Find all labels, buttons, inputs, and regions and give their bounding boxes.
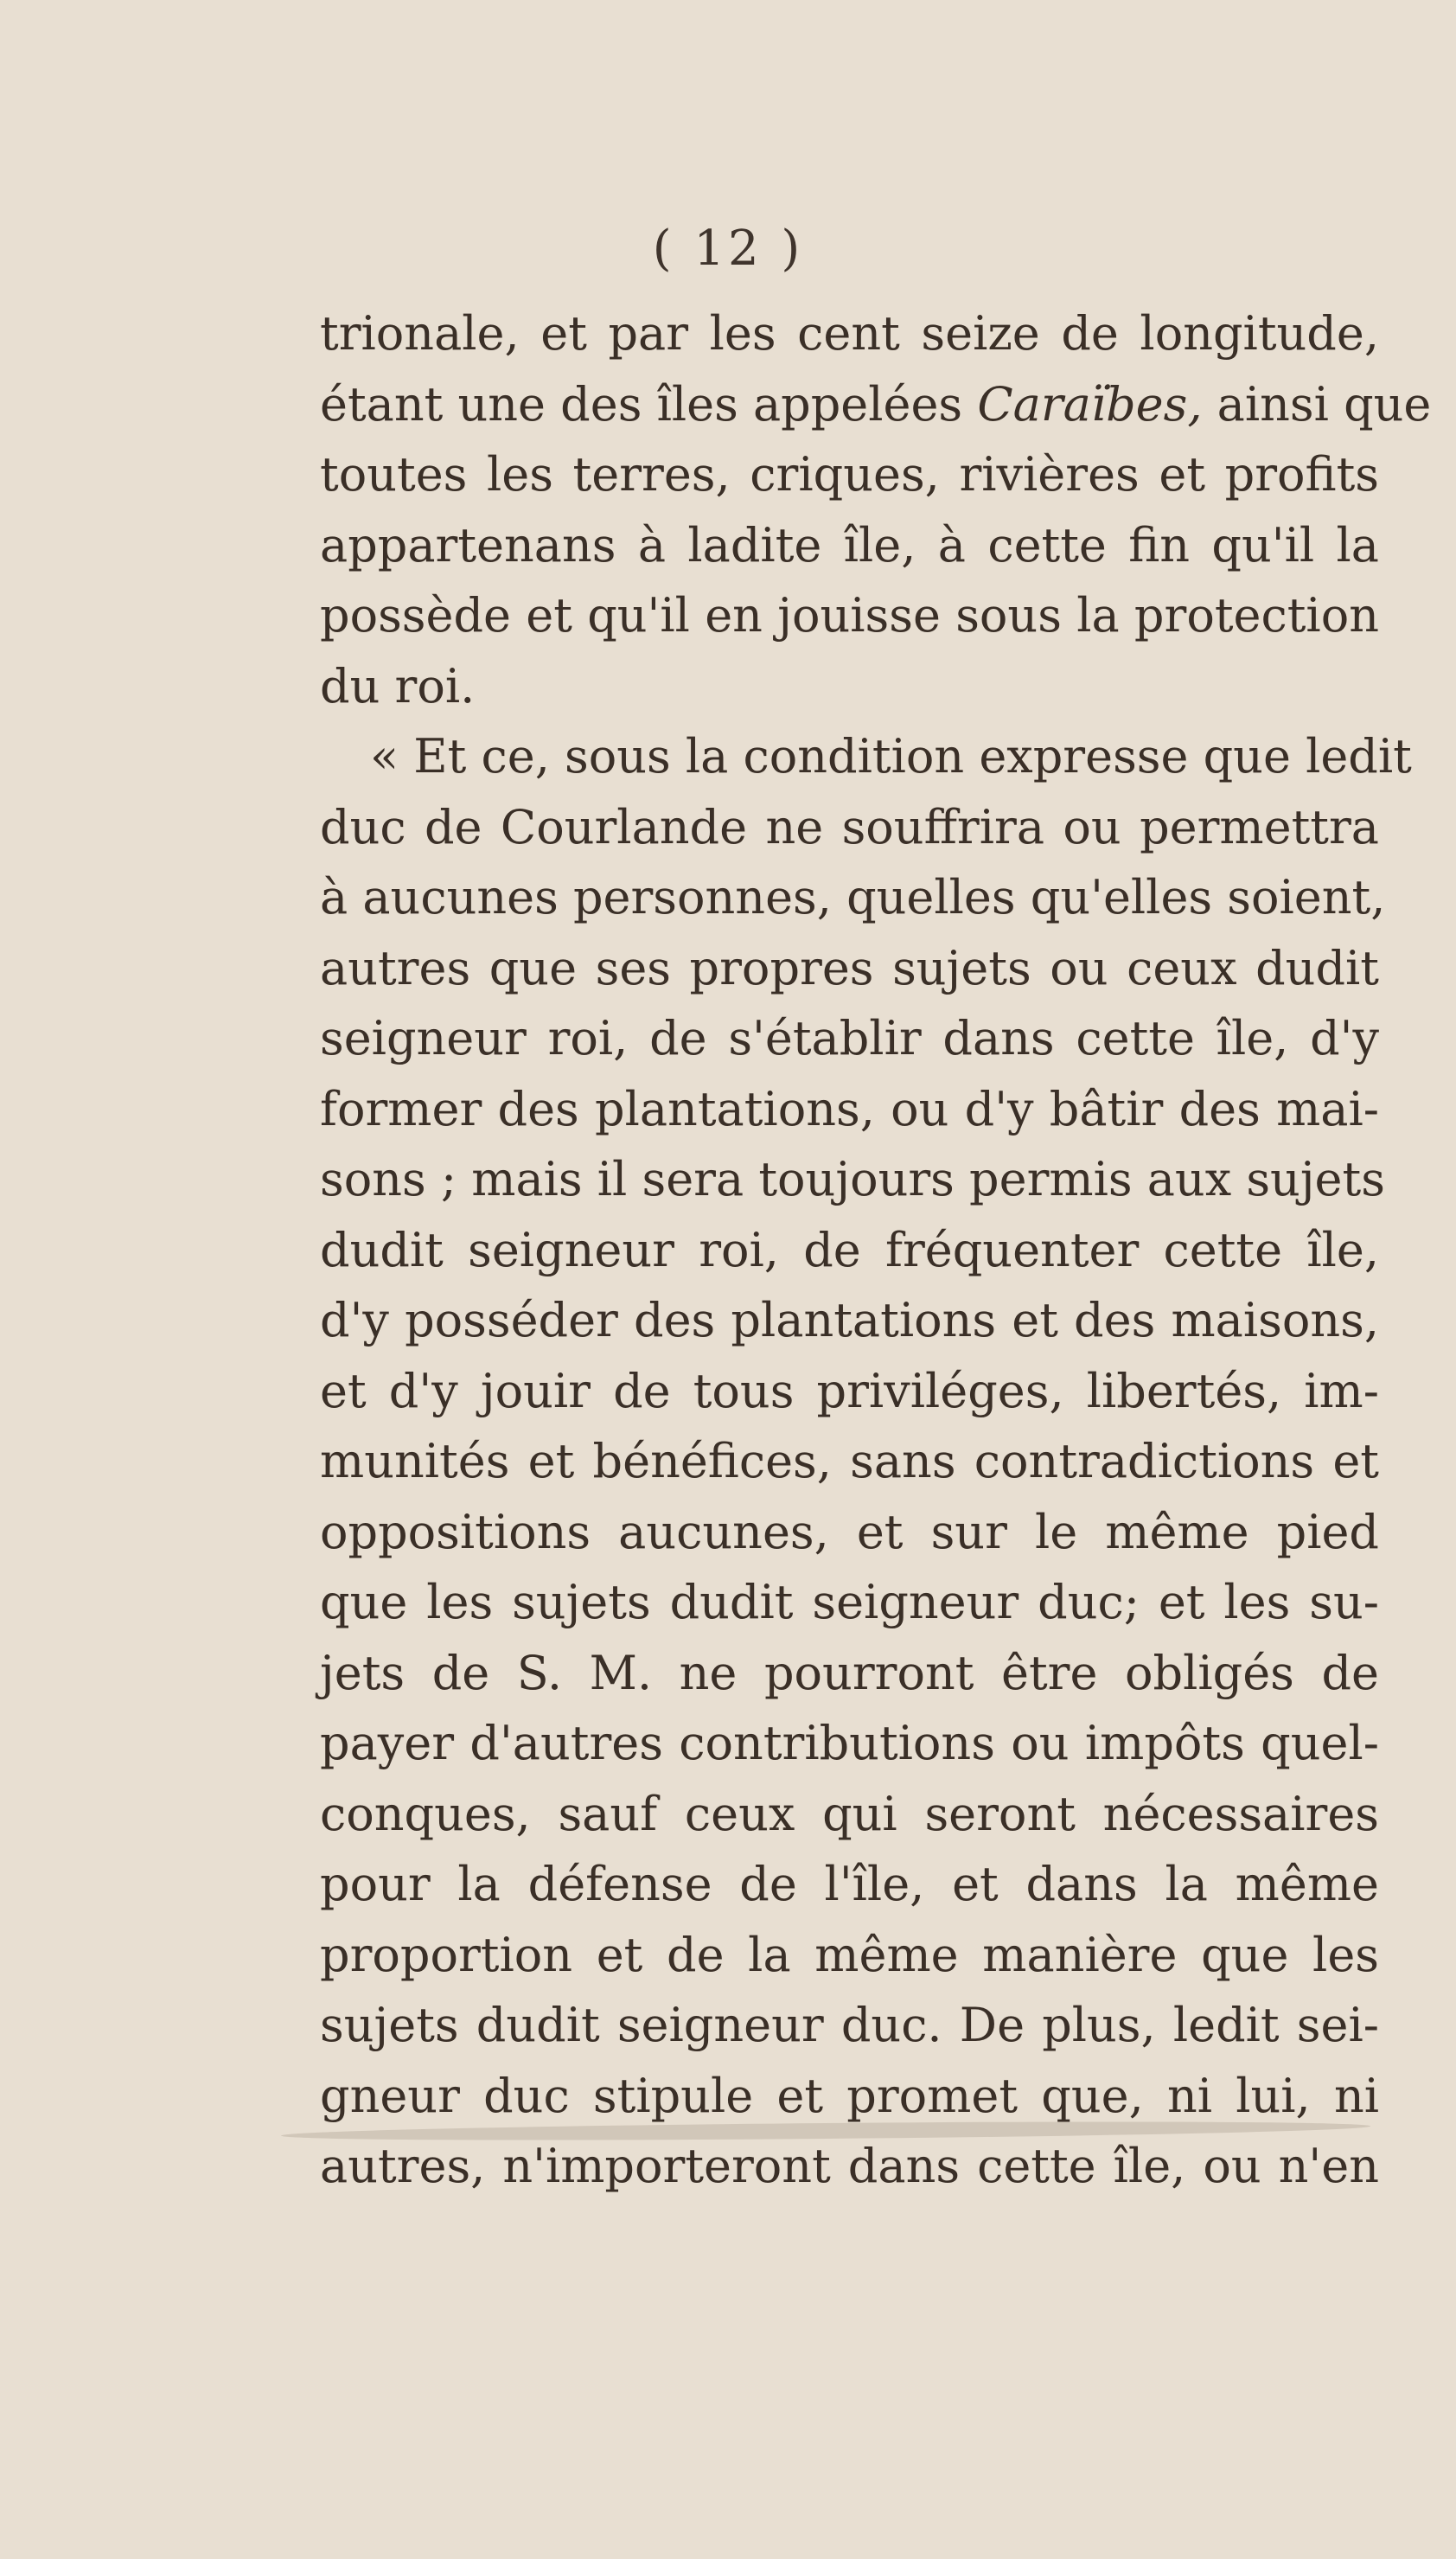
text-line: à aucunes personnes, quelles qu'elles soient, (320, 870, 1386, 924)
text-line: pour la défense de l'île, et dans la même (320, 1857, 1379, 1911)
text-line: du roi. (320, 658, 476, 713)
text-line: possède et qu'il en jouisse sous la protection (320, 588, 1379, 643)
body-text (320, 298, 1432, 2202)
text-line: payer d'autres contributions ou impôts quel- (320, 1716, 1379, 1770)
text-line: que les sujets dudit seigneur duc; et les su- (320, 1575, 1379, 1629)
text-line: autres que ses propres sujets ou ceux dudit (320, 940, 1379, 995)
text-line: « Et ce, sous la condition expresse que ledit (370, 729, 1412, 784)
text-line: appartenans à ladite île, à cette fin qu'il la (320, 517, 1379, 573)
text-line: trionale, et par les cent seize de longitude, (320, 306, 1379, 361)
text-span: ainsi que (1202, 376, 1432, 432)
page-number: ( 12 ) (652, 221, 804, 277)
text-line (320, 369, 1432, 440)
text-line: autres, n'importeront dans cette île, ou n'en (320, 2139, 1379, 2193)
text-line: sons ; mais il sera toujours permis aux sujets (320, 1152, 1385, 1206)
text-line: sujets dudit seigneur duc. De plus, ledit sei- (320, 1998, 1379, 2052)
text-line: seigneur roi, de s'établir dans cette île, d'y (320, 1011, 1379, 1065)
text-line: munités et bénéfices, sans contradictions et (320, 1434, 1379, 1488)
text-line: gneur duc stipule et promet que, ni lui, ni (320, 2068, 1379, 2123)
text-line: jets de S. M. ne pourront être obligés de (320, 1645, 1379, 1700)
text-line: et d'y jouir de tous priviléges, libertés, im- (320, 1363, 1379, 1418)
text-line: proportion et de la même manière que les (320, 1927, 1379, 1982)
text-line: d'y posséder des plantations et des maisons, (320, 1293, 1379, 1347)
text-line: oppositions aucunes, et sur le même pied (320, 1504, 1379, 1559)
text-line: duc de Courlande ne souffrira ou permettra (320, 799, 1379, 854)
text-line: dudit seigneur roi, de fréquenter cette île, (320, 1222, 1379, 1277)
text-line: former des plantations, ou d'y bâtir des mai- (320, 1081, 1379, 1136)
italic-term: Caraïbes, (977, 376, 1203, 432)
text-line: conques, sauf ceux qui seront nécessaires (320, 1786, 1379, 1841)
text-line: toutes les terres, criques, rivières et profits (320, 447, 1379, 502)
text-span: étant une des îles appelées (320, 376, 978, 432)
